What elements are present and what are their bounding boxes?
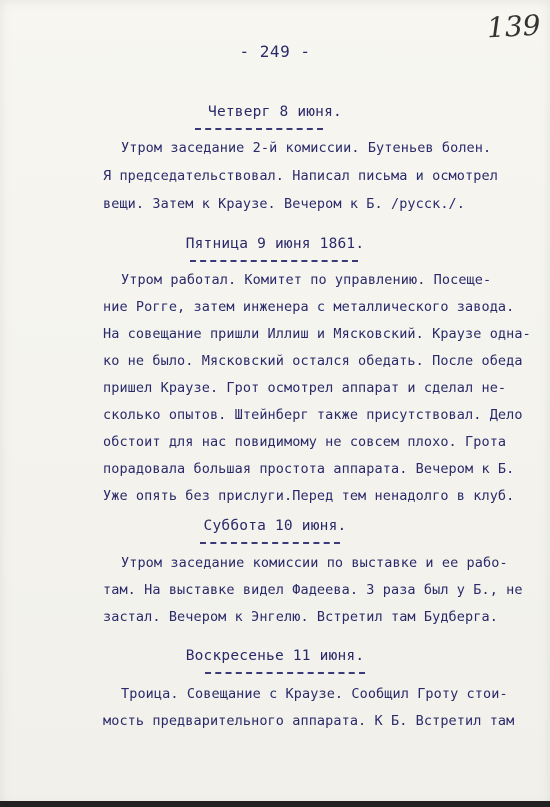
entry-line: там. На выставке видел Фадеева. 3 раза был у Б., не xyxy=(103,582,523,598)
entry-line: застал. Вечером к Энгелю. Встретил там Будберга. xyxy=(103,609,498,625)
page-bottom-edge xyxy=(0,801,550,807)
entry-heading-saturday: Суббота 10 июня. xyxy=(203,518,347,534)
heading-underline xyxy=(205,672,365,674)
entry-heading-thursday: Четверг 8 июня. xyxy=(208,104,342,120)
entry-line: Троица. Совещание с Краузе. Сообщил Гроту стои- xyxy=(121,686,508,702)
entry-heading-friday: Пятница 9 июня 1861. xyxy=(185,236,365,252)
entry-line: На совещание пришли Иллиш и Мясковский. Краузе одна- xyxy=(103,326,531,342)
heading-underline xyxy=(195,128,323,130)
entry-line: Утром заседание комиссии по выставке и ее рабо- xyxy=(121,555,508,571)
heading-underline xyxy=(200,542,340,544)
entry-heading-sunday: Воскресенье 11 июня. xyxy=(185,648,365,664)
entry-line: пришел Краузе. Грот осмотрел аппарат и сделал не- xyxy=(103,380,507,396)
entry-line: обстоит для нас повидимому не совсем плохо. Грота xyxy=(103,434,507,450)
entry-line: вещи. Затем к Краузе. Вечером к Б. /русск./. xyxy=(103,196,466,212)
entry-line: порадовала большая простота аппарата. Вечером к Б. xyxy=(103,461,515,477)
heading-underline xyxy=(190,260,358,262)
page-number: - 249 - xyxy=(239,42,311,61)
entry-line: Я председательствовал. Написал письма и осмотрел xyxy=(103,168,498,184)
entry-line: ко не было. Мясковский остался обедать. После обеда xyxy=(103,353,523,369)
entry-line: Утром работал. Комитет по управлению. Посеще- xyxy=(121,272,492,288)
entry-line: сколько опытов. Штейнберг также присутствовал. Дело xyxy=(103,407,523,423)
entry-line: ние Рогге, затем инженера с металлического завода. xyxy=(103,299,515,315)
entry-line: мость предварительного аппарата. К Б. Встретил там xyxy=(103,713,515,729)
corner-page-number: 139 xyxy=(485,8,541,45)
entry-line: Уже опять без прислуги.Перед тем ненадолго в клуб. xyxy=(103,488,515,504)
entry-line: Утром заседание 2-й комиссии. Бутеньев болен. xyxy=(121,140,492,156)
